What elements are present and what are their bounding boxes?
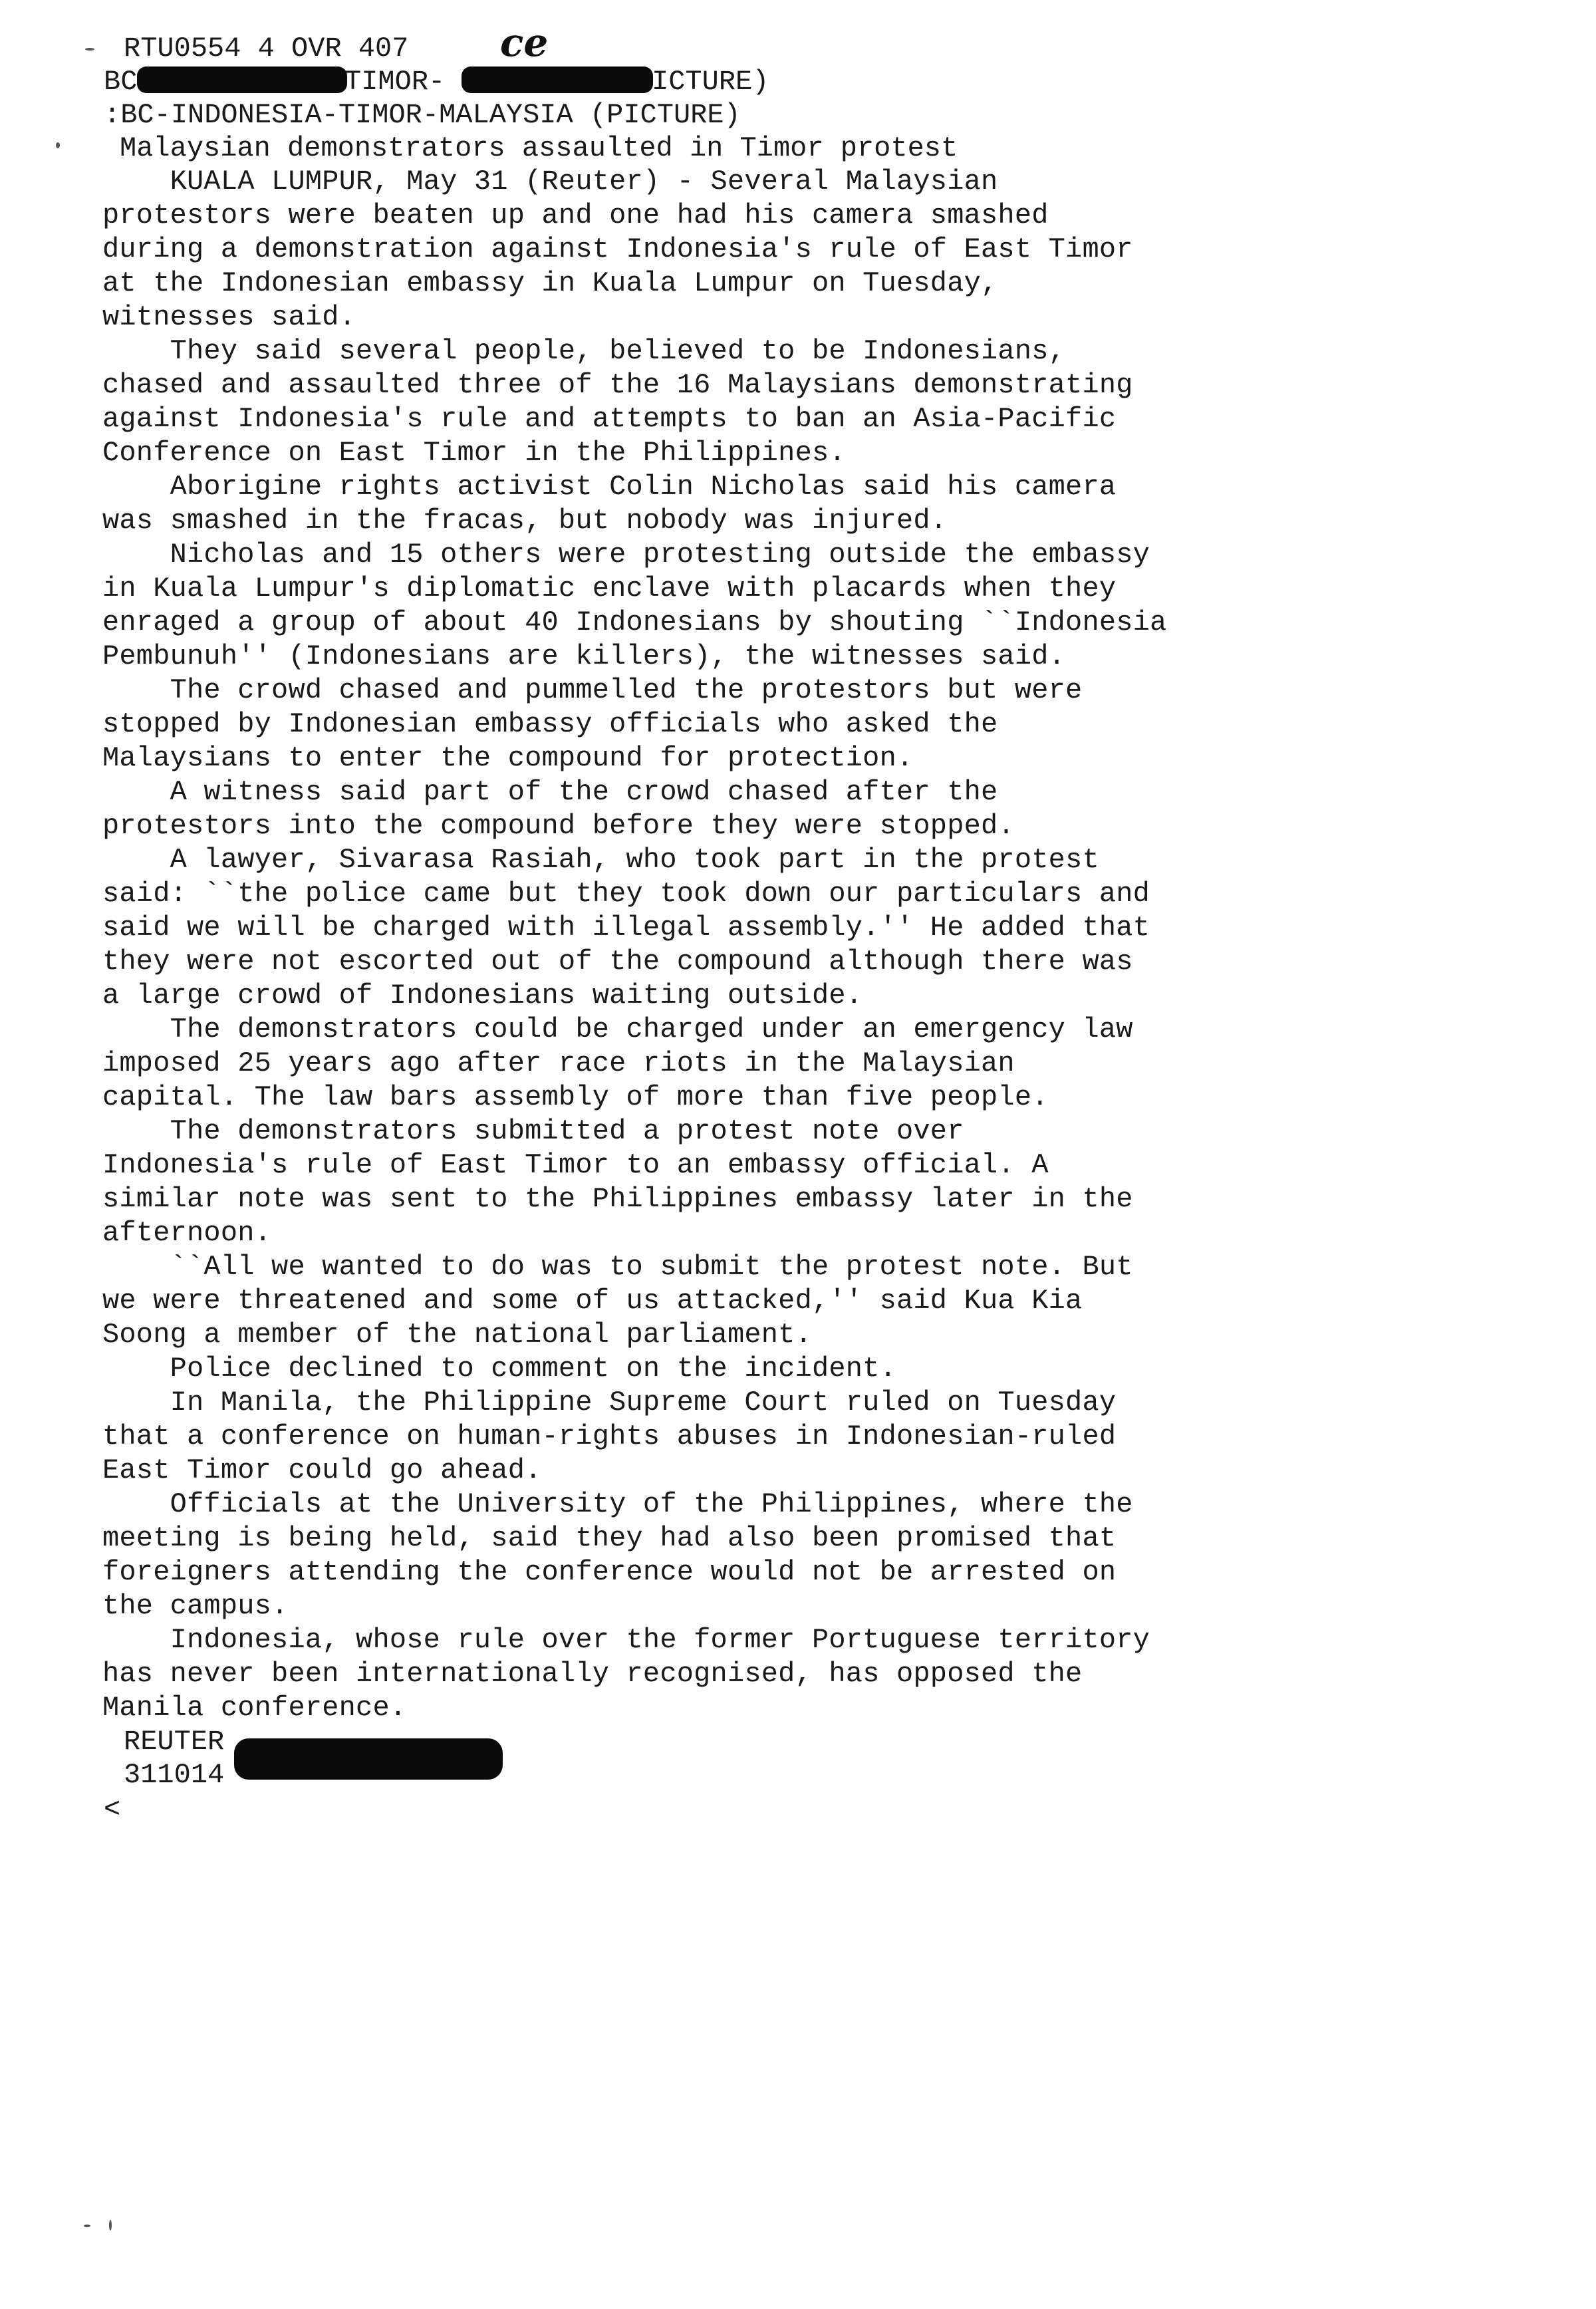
keyword-line: :BC-INDONESIA-TIMOR-MALAYSIA (PICTURE) xyxy=(104,99,741,131)
body-line: a large crowd of Indonesians waiting outside. xyxy=(102,980,863,1012)
body-line: against Indonesia's rule and attempts to ban an Asia-Pacific xyxy=(102,403,1117,435)
body-line: afternoon. xyxy=(102,1217,272,1249)
category-line-middle: TIMOR- xyxy=(344,66,446,98)
body-line: Manila conference. xyxy=(102,1692,407,1724)
body-line: Indonesia's rule of East Timor to an embassy official. A xyxy=(102,1149,1049,1181)
body-line: they were not escorted out of the compound although there was xyxy=(102,946,1133,978)
body-line: Officials at the University of the Philippines, where the xyxy=(102,1488,1133,1520)
body-line: Nicholas and 15 others were protesting outside the embassy xyxy=(102,539,1150,571)
body-line: Pembunuh'' (Indonesians are killers), the witnesses said. xyxy=(102,640,1066,672)
body-line: that a conference on human-rights abuses in Indonesian-ruled xyxy=(102,1421,1117,1452)
body-line: we were threatened and some of us attacked,'' said Kua Kia xyxy=(102,1285,1083,1317)
body-line: was smashed in the fracas, but nobody was injured. xyxy=(102,505,948,537)
handwritten-mark: ce xyxy=(500,20,549,65)
scan-speck xyxy=(56,142,60,148)
body-line: said we will be charged with illegal assembly.'' He added that xyxy=(102,912,1150,944)
category-line-right: ICTURE) xyxy=(652,66,769,98)
body-line: has never been internationally recognised, has opposed the xyxy=(102,1658,1083,1690)
body-line: the campus. xyxy=(102,1590,289,1622)
body-line: said: ``the police came but they took down our particulars and xyxy=(102,878,1150,910)
body-line: during a demonstration against Indonesia's rule of East Timor xyxy=(102,233,1133,265)
category-line-left: BC xyxy=(104,66,138,98)
headline: Malaysian demonstrators assaulted in Timor protest xyxy=(120,132,958,164)
scan-speck xyxy=(85,48,94,51)
body-line: A lawyer, Sivarasa Rasiah, who took part in the protest xyxy=(102,844,1099,876)
body-line: KUALA LUMPUR, May 31 (Reuter) - Several Malaysian xyxy=(102,166,998,198)
body-line: Police declined to comment on the incident. xyxy=(102,1353,896,1385)
body-line: The crowd chased and pummelled the protestors but were xyxy=(102,674,1083,706)
body-line: meeting is being held, said they had also been promised that xyxy=(102,1522,1117,1554)
body-line: Aborigine rights activist Colin Nicholas said his camera xyxy=(102,471,1117,503)
body-line: East Timor could go ahead. xyxy=(102,1454,542,1486)
body-line: Indonesia, whose rule over the former Portuguese territory xyxy=(102,1624,1150,1656)
body-line: in Kuala Lumpur's diplomatic enclave with placards when they xyxy=(102,573,1117,605)
body-line: at the Indonesian embassy in Kuala Lumpur on Tuesday, xyxy=(102,267,998,299)
body-line: Malaysians to enter the compound for protection. xyxy=(102,742,914,774)
end-mark: < xyxy=(104,1794,121,1826)
body-line: imposed 25 years ago after race riots in the Malaysian xyxy=(102,1047,1015,1079)
body-line: protestors were beaten up and one had his camera smashed xyxy=(102,200,1049,231)
body-line: protestors into the compound before they were stopped. xyxy=(102,810,1015,842)
scan-speck xyxy=(84,2225,90,2227)
body-line: Soong a member of the national parliament. xyxy=(102,1319,812,1351)
body-line: foreigners attending the conference would not be arrested on xyxy=(102,1556,1117,1588)
body-line: similar note was sent to the Philippines embassy later in the xyxy=(102,1183,1133,1215)
body-line: Conference on East Timor in the Philippines. xyxy=(102,437,846,469)
body-line: The demonstrators could be charged under an emergency law xyxy=(102,1014,1133,1045)
body-line: stopped by Indonesian embassy officials who asked the xyxy=(102,708,998,740)
slug-line: RTU0554 4 OVR 407 xyxy=(124,33,409,65)
body-line: They said several people, believed to be Indonesians, xyxy=(102,335,1066,367)
body-line: capital. The law bars assembly of more than five people. xyxy=(102,1081,1049,1113)
redaction-bar xyxy=(234,1738,503,1780)
body-line: In Manila, the Philippine Supreme Court ruled on Tuesday xyxy=(102,1387,1117,1419)
redaction-bar xyxy=(462,67,653,93)
body-line: A witness said part of the crowd chased after the xyxy=(102,776,998,808)
scan-speck xyxy=(109,2220,112,2231)
body-line: The demonstrators submitted a protest note over xyxy=(102,1115,964,1147)
body-line: ``All we wanted to do was to submit the protest note. But xyxy=(102,1251,1133,1283)
agency-signoff: REUTER xyxy=(124,1726,225,1758)
dateline-code: 311014 xyxy=(124,1759,225,1791)
redaction-bar xyxy=(137,67,347,93)
body-line: chased and assaulted three of the 16 Malaysians demonstrating xyxy=(102,369,1133,401)
body-line: enraged a group of about 40 Indonesians by shouting ``Indonesia xyxy=(102,607,1167,638)
body-line: witnesses said. xyxy=(102,301,356,333)
